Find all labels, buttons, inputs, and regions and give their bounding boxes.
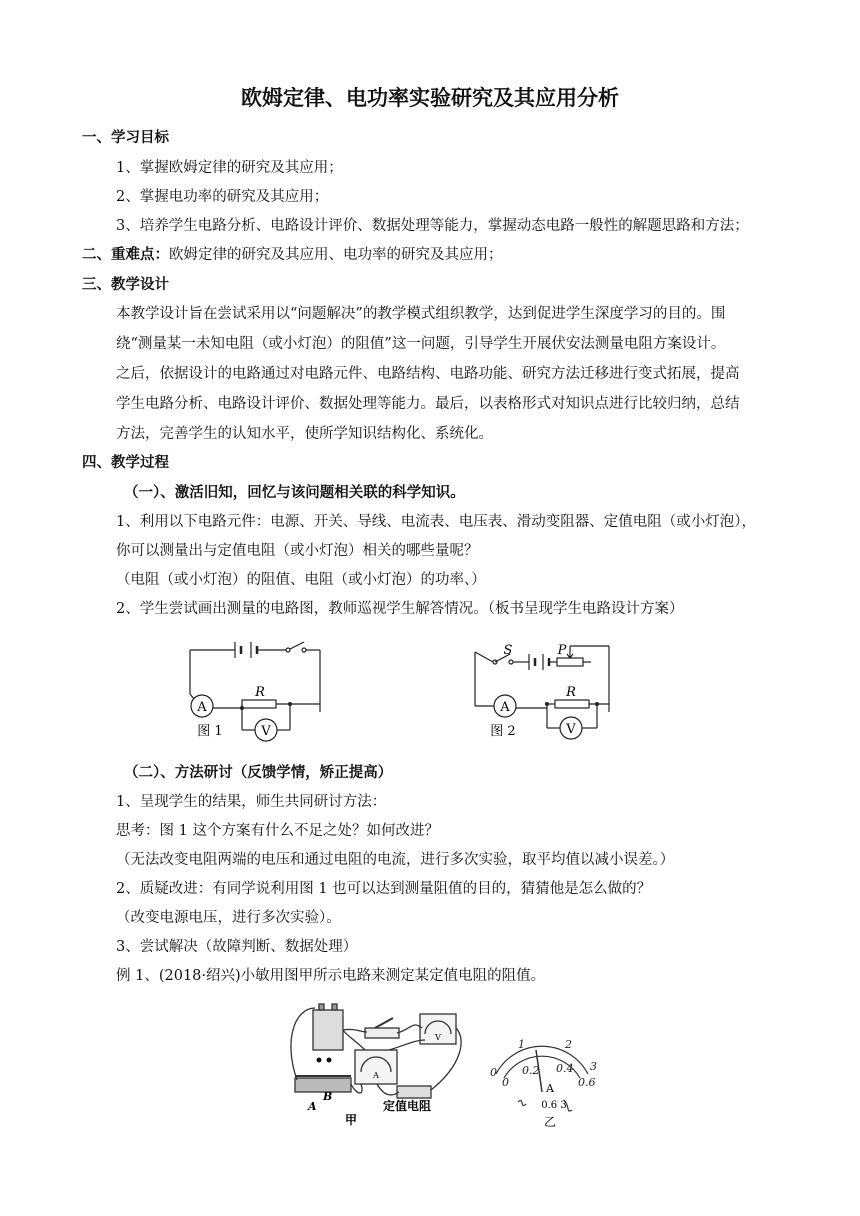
terminal-a-label: A <box>308 1100 317 1113</box>
goal-item: 2、掌握电功率的研究及其应用； <box>116 189 329 205</box>
process-text: 例 1、(2018·绍兴)小敏用图甲所示电路来测定某定值电阻的阻值。 <box>116 968 546 984</box>
process-text: （改变电源电压，进行多次实验）。 <box>116 910 341 926</box>
figure-yi-caption: 乙 <box>543 1115 557 1129</box>
process-text: 1、呈现学生的结果，师生共同研讨方法： <box>116 794 387 810</box>
subsection-heading-method: （二）、方法研讨（反馈学情，矫正提高） <box>124 764 393 781</box>
goal-item: 3、培养学生电路分析、电路设计评价、数据处理等能力，掌握动态电路一般性的解题思路和方法； <box>116 218 749 234</box>
section-heading-key-points: 二、重难点： <box>82 246 169 263</box>
dial-unit-label: A <box>546 1082 554 1095</box>
subsection-heading-activate: （一）、激活旧知，回忆与该问题相关联的科学知识。 <box>124 484 465 501</box>
circuit-diagram-fig2 <box>465 632 625 747</box>
voltmeter-label: V <box>566 722 576 737</box>
section-heading-design: 三、教学设计 <box>82 276 169 293</box>
ammeter-dial-illustration <box>478 1030 608 1130</box>
process-text: 2、质疑改进：有同学说利用图 1 也可以达到测量阻值的目的，猜猜他是怎么做的？ <box>116 881 652 897</box>
dial-tick-label: 0.2 <box>522 1064 540 1077</box>
voltmeter-label: V <box>261 724 271 739</box>
process-text: 1、利用以下电路元件：电源、开关、导线、电流表、电压表、滑动变阻器、定值电阻（或小灯泡）， <box>116 514 756 530</box>
design-paragraph-line: 绕“测量某一未知电阻（或小灯泡）的阻值”这一问题，引导学生开展伏安法测量电阻方案设计。 <box>116 336 726 352</box>
design-paragraph-line: 本教学设计旨在尝试采用以“问题解决”的教学模式组织教学，达到促进学生深度学习的目的。围 <box>116 306 726 322</box>
figure-caption: 图 2 <box>490 724 516 739</box>
dial-tick-label: 0 <box>502 1076 509 1089</box>
design-paragraph-line: 方法，完善学生的认知水平，使所学知识结构化、系统化。 <box>116 426 493 442</box>
process-text: （无法改变电阻两端的电压和通过电阻的电流，进行多次实验，取平均值以减小误差。） <box>116 852 675 868</box>
process-text: 2、学生尝试画出测量的电路图，教师巡视学生解答情况。（板书呈现学生电路设计方案） <box>116 601 684 617</box>
process-text: 3、尝试解决（故障判断、数据处理） <box>116 939 358 955</box>
voltmeter-face-label: V <box>435 1033 441 1042</box>
goal-item: 1、掌握欧姆定律的研究及其应用； <box>116 160 343 176</box>
dial-tick-label: 0.6 <box>578 1076 596 1089</box>
resistor-caption: 定值电阻 <box>382 1099 432 1113</box>
terminal-b-label: B <box>323 1090 333 1103</box>
dial-tick-label: 0.4 <box>556 1062 574 1075</box>
design-paragraph-line: 之后，依据设计的电路通过对电路元件、电路结构、电路功能、研究方法迁移进行变式拓展，提高 <box>116 366 740 382</box>
resistor-label: R <box>255 685 265 700</box>
ammeter-label: A <box>500 700 510 715</box>
page-title: 欧姆定律、电功率实验研究及其应用分析 <box>241 85 619 110</box>
dial-terminal-labels: 0.6 3 <box>541 1100 567 1111</box>
dial-tick-label: 1 <box>518 1038 525 1051</box>
circuit-diagram-fig1 <box>180 632 330 747</box>
section-heading-process: 四、教学过程 <box>82 454 169 471</box>
slider-label: P <box>557 643 567 658</box>
dial-tick-label: 2 <box>565 1038 572 1051</box>
process-text: （电阻（或小灯泡）的阻值、电阻（或小灯泡）的功率、） <box>116 572 486 588</box>
key-points-text: 欧姆定律的研究及其应用、电功率的研究及其应用； <box>169 247 503 263</box>
switch-label: S <box>503 643 513 658</box>
dial-tick-label: 0 <box>490 1066 497 1079</box>
process-text: 你可以测量出与定值电阻（或小灯泡）相关的哪些量呢？ <box>116 543 479 559</box>
ammeter-face-label: A <box>373 1071 379 1080</box>
process-text: 思考：图 1 这个方案有什么不足之处？如何改进？ <box>116 823 439 839</box>
key-points-line <box>82 245 503 265</box>
apparatus-illustration <box>285 1000 470 1130</box>
ammeter-label: A <box>197 700 207 715</box>
section-heading-goals: 一、学习目标 <box>82 129 169 146</box>
resistor-label: R <box>566 685 576 700</box>
design-paragraph-line: 学生电路分析、电路设计评价、数据处理等能力。最后，以表格形式对知识点进行比较归纳，总结 <box>116 396 740 412</box>
dial-tick-label: 3 <box>590 1060 597 1073</box>
figure-jia-caption: 甲 <box>344 1113 358 1127</box>
figure-caption: 图 1 <box>197 724 223 739</box>
